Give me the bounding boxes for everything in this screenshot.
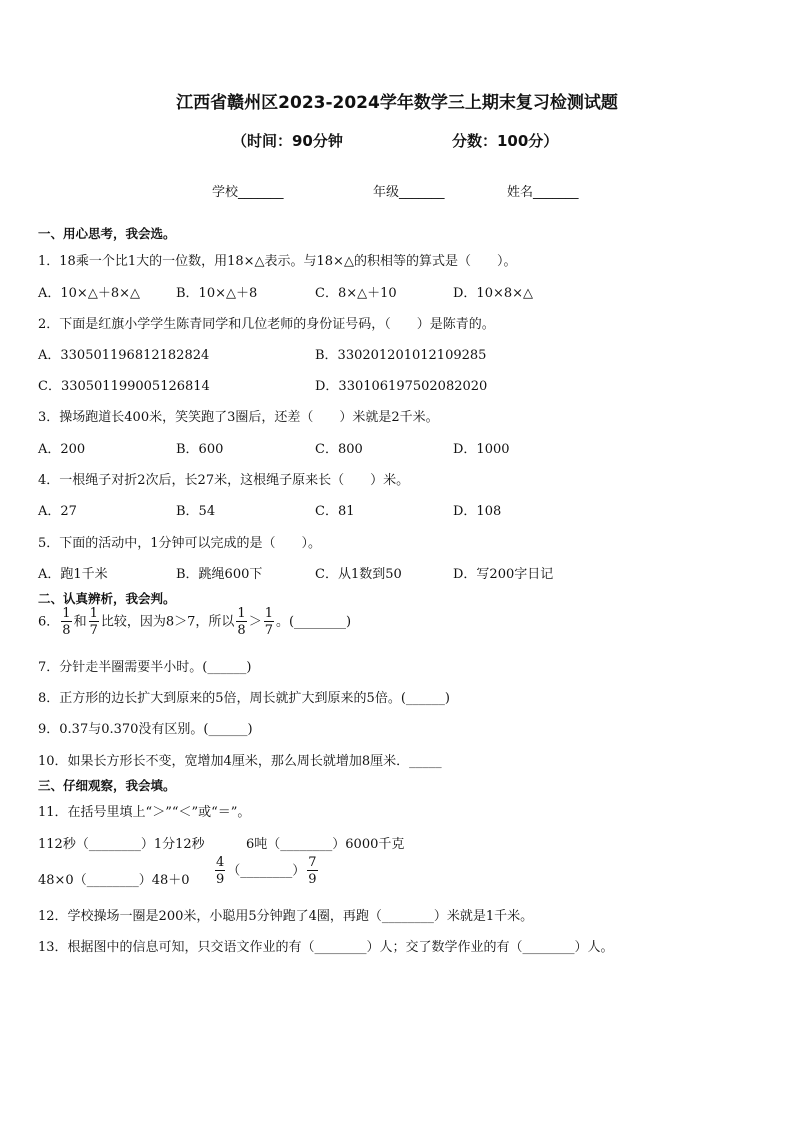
q3-option-d: D．1000 [453, 442, 510, 457]
fraction-numerator: 1 [62, 606, 71, 621]
q2-option-b: B．330201201012109285 [315, 348, 487, 363]
question-2: 2．下面是红旗小学学生陈青同学和几位老师的身份证号码，（ ）是陈青的。 [38, 317, 495, 332]
section-heading-2: 二、认真辨析，我会判。 [38, 591, 176, 606]
q4-option-c: C．81 [315, 504, 355, 519]
section-heading-3: 三、仔细观察，我会填。 [38, 778, 176, 793]
fraction-denominator: 8 [62, 623, 71, 638]
exam-score: 分数：100分） [452, 132, 559, 150]
fraction-denominator: 8 [237, 623, 246, 638]
q6-text-compare: 比较，因为8＞7，所以 [100, 614, 235, 630]
fraction-one-seventh [89, 607, 99, 637]
fraction-numerator: 7 [308, 855, 317, 870]
q4-option-b: B．54 [176, 504, 216, 519]
q3-option-a: A．200 [38, 442, 86, 457]
q3-option-b: B．600 [176, 442, 224, 457]
question-13: 13．根据图中的信息可知，只交语文作业的有（________）人；交了数学作业的有（________）人。 [38, 940, 614, 955]
q2-option-d: D．330106197502082020 [315, 379, 488, 394]
q11-compare-1: 112秒（________）1分12秒 [38, 837, 205, 852]
question-7: 7．分针走半圈需要半小时。(______) [38, 660, 252, 675]
fraction-numerator: 1 [89, 606, 98, 621]
q2-option-c: C．330501199005126814 [38, 379, 210, 394]
q4-option-d: D．108 [453, 504, 502, 519]
q1-option-b: B．10×△＋8 [176, 286, 258, 301]
q5-option-c: C．从1数到50 [315, 567, 402, 582]
question-10: 10．如果长方形长不变，宽增加4厘米，那么周长就增加8厘米．_____ [38, 754, 442, 769]
q11-answer-blank: （________） [227, 863, 306, 879]
fraction-denominator: 7 [89, 623, 98, 638]
grade-field: 年级_______ [373, 185, 445, 200]
fraction-numerator: 4 [216, 855, 225, 870]
q1-option-c: C．8×△＋10 [315, 286, 397, 301]
question-1: 1．18乘一个比1大的一位数，用18×△表示。与18×△的积相等的算式是（ ）。 [38, 254, 517, 269]
q1-option-d: D．10×8×△ [453, 286, 534, 301]
question-6 [38, 607, 351, 637]
fraction-four-ninths [215, 856, 225, 886]
q3-option-c: C．800 [315, 442, 363, 457]
fraction-denominator: 7 [264, 623, 273, 638]
fraction-denominator: 9 [308, 872, 317, 887]
q5-option-b: B．跳绳600下 [176, 567, 263, 582]
q5-option-d: D．写200字日记 [453, 567, 554, 582]
question-8: 8．正方形的边长扩大到原来的5倍，周长就扩大到原来的5倍。(______) [38, 691, 450, 706]
question-4: 4．一根绳子对折2次后，长27米，这根绳子原来长（ ）米。 [38, 473, 410, 488]
fraction-one-eighth [236, 607, 246, 637]
q5-option-a: A．跑1千米 [38, 567, 108, 582]
fraction-denominator: 9 [216, 872, 225, 887]
q6-greater-sign: ＞ [248, 614, 262, 630]
q6-number: 6． [38, 614, 60, 630]
school-field: 学校_______ [212, 185, 284, 200]
question-9: 9．0.37与0.370没有区别。(______) [38, 722, 253, 737]
section-heading-1: 一、用心思考，我会选。 [38, 226, 176, 241]
q1-option-a: A．10×△＋8×△ [38, 286, 140, 301]
question-12: 12．学校操场一圈是200米，小聪用5分钟跑了4圈，再跑（________）米就是1千米。 [38, 909, 534, 924]
q4-option-a: A．27 [38, 504, 77, 519]
page-title: 江西省赣州区2023-2024学年数学三上期末复习检测试题 [176, 93, 618, 113]
exam-time: （时间：90分钟 [232, 132, 343, 150]
fraction-one-seventh [264, 607, 274, 637]
q11-compare-4 [213, 856, 320, 886]
question-5: 5．下面的活动中，1分钟可以完成的是（ ）。 [38, 536, 322, 551]
q6-text-and: 和 [73, 614, 87, 630]
q11-compare-3: 48×0（________）48＋0 [38, 873, 190, 888]
fraction-seven-ninths [307, 856, 317, 886]
q2-option-a: A．330501196812182824 [38, 348, 210, 363]
q11-compare-2: 6吨（________）6000千克 [246, 837, 405, 852]
fraction-one-eighth [61, 607, 71, 637]
fraction-numerator: 1 [237, 606, 246, 621]
question-3: 3．操场跑道长400米，笑笑跑了3圈后，还差（ ）米就是2千米。 [38, 410, 439, 425]
name-field: 姓名_______ [507, 185, 579, 200]
fraction-numerator: 1 [264, 606, 273, 621]
question-11: 11．在括号里填上“＞”“＜”或“＝”。 [38, 805, 251, 820]
q6-answer-blank: 。(________) [275, 614, 352, 630]
